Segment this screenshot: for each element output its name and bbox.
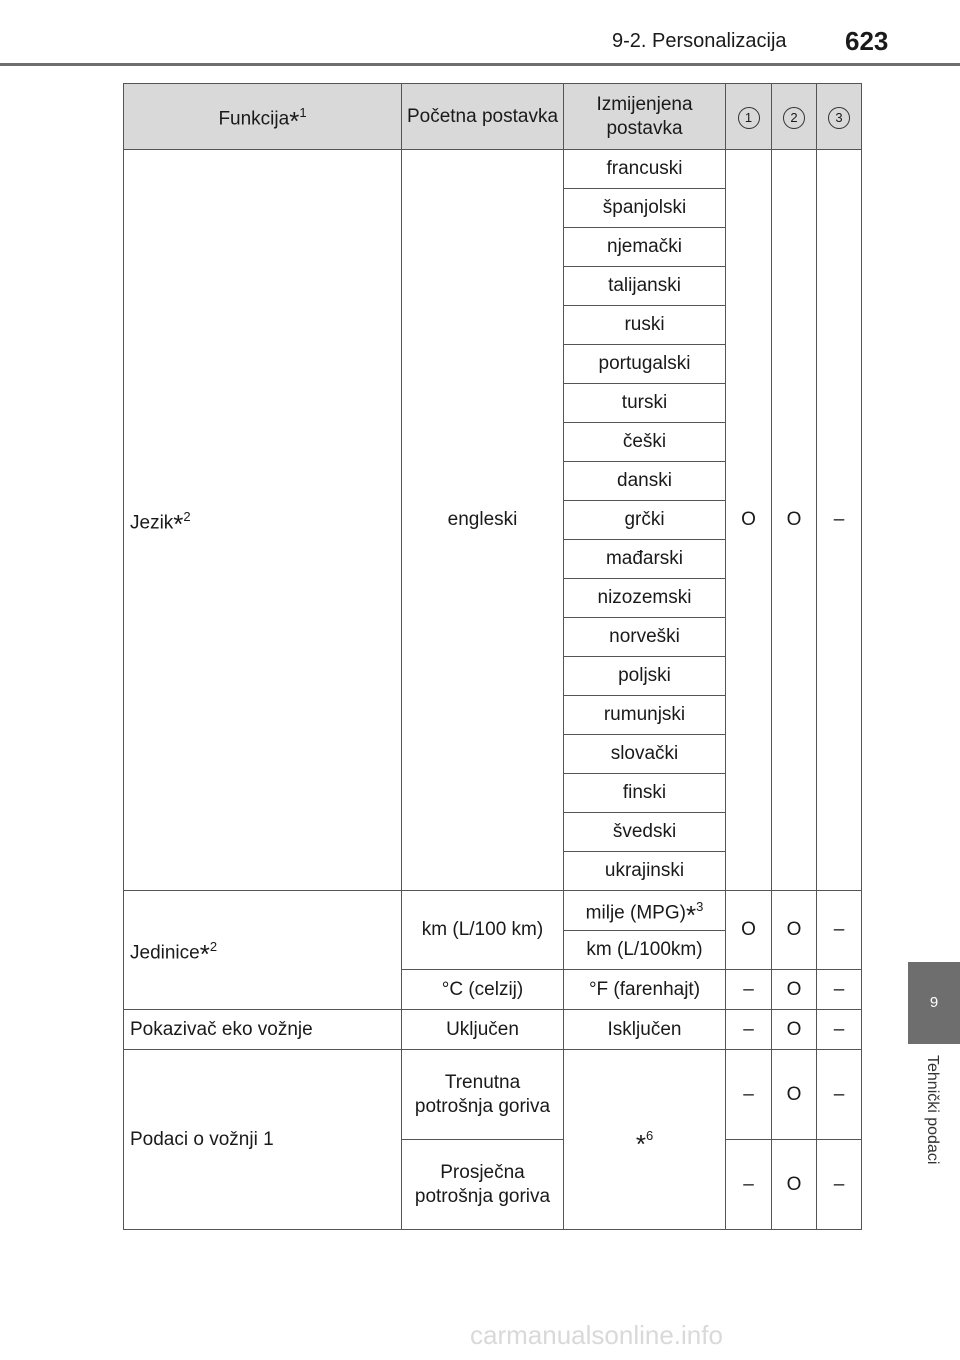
section-title: 9-2. Personalizacija xyxy=(612,30,787,52)
language-option: njemački xyxy=(564,228,726,267)
chapter-title: Tehnički podaci xyxy=(924,1055,941,1165)
chapter-tab[interactable]: 9 xyxy=(908,962,960,1044)
circle-3-icon: 3 xyxy=(828,107,850,129)
language-option: mađarski xyxy=(564,540,726,579)
trip-r2-c2: O xyxy=(772,1140,817,1230)
units-option-miles: milje (MPG)*$^3$ xyxy=(564,891,726,931)
units-option-km: km (L/100km) xyxy=(564,931,726,970)
eco-option: Isključen xyxy=(564,1010,726,1050)
language-option: danski xyxy=(564,462,726,501)
language-option: poljski xyxy=(564,657,726,696)
language-option: finski xyxy=(564,774,726,813)
language-c2: O xyxy=(772,150,817,891)
trip-r1-c3: – xyxy=(817,1050,862,1140)
trip-r2-c3: – xyxy=(817,1140,862,1230)
language-label: Jezik*$^2$ xyxy=(124,150,402,891)
units-initial-distance: km (L/100 km) xyxy=(402,891,564,970)
page-number: 623 xyxy=(845,26,889,56)
header-initial-setting: Početna postavka xyxy=(402,84,564,150)
language-option: portugalski xyxy=(564,345,726,384)
language-option: norveški xyxy=(564,618,726,657)
language-option: švedski xyxy=(564,813,726,852)
watermark: carmanualsonline.info xyxy=(470,1320,723,1350)
header-changed-setting: Izmijenjena postavka xyxy=(564,84,726,150)
trip-r1-c2: O xyxy=(772,1050,817,1140)
units-a-c1: O xyxy=(726,891,772,970)
trip-r1-c1: – xyxy=(726,1050,772,1140)
circle-1-icon: 1 xyxy=(738,107,760,129)
header-function: Funkcija*$^1$ xyxy=(124,84,402,150)
trip-label: Podaci o vožnji 1 xyxy=(124,1050,402,1230)
language-c1: O xyxy=(726,150,772,891)
units-b-c3: – xyxy=(817,970,862,1010)
header-col-3 xyxy=(817,84,862,150)
units-option-temperature: °F (farenhajt) xyxy=(564,970,726,1010)
language-option: talijanski xyxy=(564,267,726,306)
language-option: turski xyxy=(564,384,726,423)
eco-label: Pokazivač eko vožnje xyxy=(124,1010,402,1050)
language-option: češki xyxy=(564,423,726,462)
units-b-c2: O xyxy=(772,970,817,1010)
settings-table xyxy=(123,83,862,1230)
table-row xyxy=(124,150,862,189)
header-divider xyxy=(0,63,960,66)
language-option: nizozemski xyxy=(564,579,726,618)
language-option: rumunjski xyxy=(564,696,726,735)
units-initial-temperature: °C (celzij) xyxy=(402,970,564,1010)
eco-c1: – xyxy=(726,1010,772,1050)
table-header-row xyxy=(124,84,862,150)
circle-2-icon: 2 xyxy=(783,107,805,129)
language-option: francuski xyxy=(564,150,726,189)
language-c3: – xyxy=(817,150,862,891)
units-a-c2: O xyxy=(772,891,817,970)
header-col-1 xyxy=(726,84,772,150)
language-option: ruski xyxy=(564,306,726,345)
table-row xyxy=(124,891,862,931)
eco-c2: O xyxy=(772,1010,817,1050)
units-label: Jedinice*$^2$ xyxy=(124,891,402,1010)
trip-item-average: Prosječna potrošnja goriva xyxy=(402,1140,564,1230)
table-row xyxy=(124,1010,862,1050)
language-option: grčki xyxy=(564,501,726,540)
eco-c3: – xyxy=(817,1010,862,1050)
trip-item-current: Trenutna potrošnja goriva xyxy=(402,1050,564,1140)
language-option: slovački xyxy=(564,735,726,774)
eco-initial: Uključen xyxy=(402,1010,564,1050)
language-option: ukrajinski xyxy=(564,852,726,891)
language-option: španjolski xyxy=(564,189,726,228)
header-col-2 xyxy=(772,84,817,150)
units-b-c1: – xyxy=(726,970,772,1010)
trip-changed: *$^6$ xyxy=(564,1050,726,1230)
table-row xyxy=(124,1050,862,1140)
trip-r2-c1: – xyxy=(726,1140,772,1230)
language-initial: engleski xyxy=(402,150,564,891)
units-a-c3: – xyxy=(817,891,862,970)
